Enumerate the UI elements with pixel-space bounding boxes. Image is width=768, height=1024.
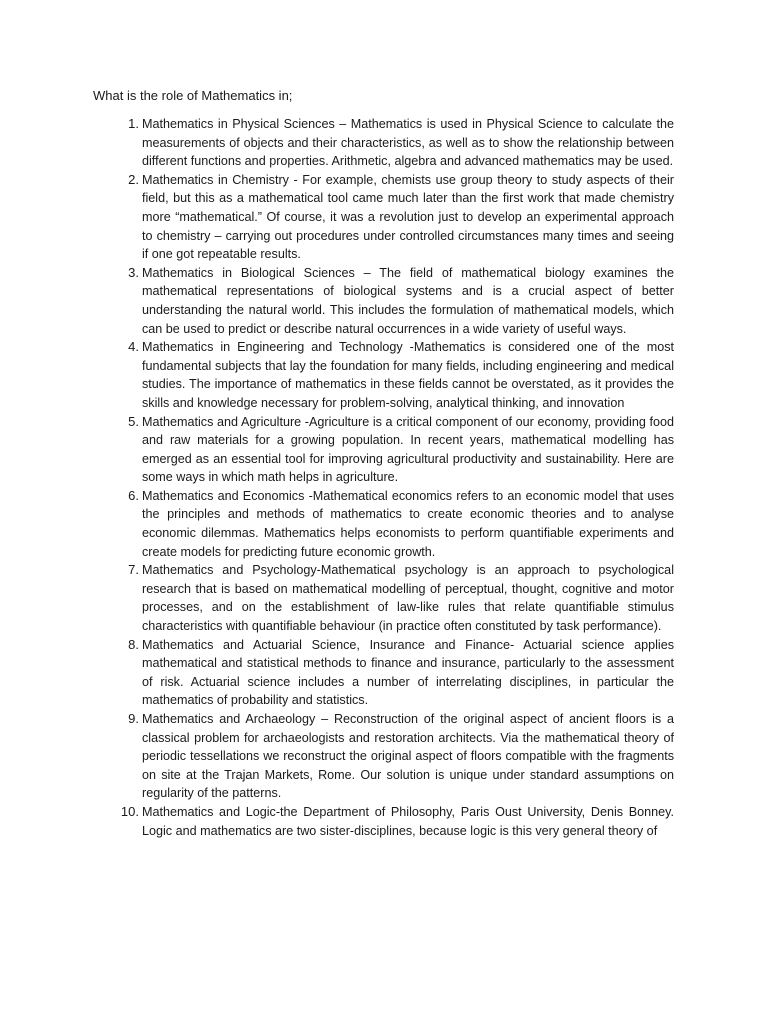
list-item — [93, 171, 674, 264]
list-item — [93, 413, 674, 487]
list-item-text: Mathematics and Actuarial Science, Insurance and Finance- Actuarial science applies mathematical and statistical methods to finance and insurance, particularly to the assessment of risk. Actuarial science includes a number of interrelating disciplines, in particular the mathematics of probability and statistics. — [142, 637, 674, 708]
list-item-text: Mathematics in Physical Sciences – Mathematics is used in Physical Science to calculate the measurements of objects and their characteristics, as well as to show the relationship between different functions and properties. Arithmetic, algebra and advanced mathematics may be used. — [142, 117, 674, 169]
list-item-text: Mathematics in Biological Sciences – The field of mathematical biology examines the mathematical representations of biological systems and is a crucial aspect of better understanding the natural world. This includes the formulation of mathematical models, which can be used to predict or describe natural occurrences in a wide variety of useful ways. — [142, 265, 674, 336]
list-item — [93, 338, 674, 412]
list-item-number: 3. — [128, 264, 139, 280]
list-item-text: Mathematics and Psychology-Mathematical psychology is an approach to psychological research that is based on mathematical modelling of perceptual, thought, cognitive and motor processes, and on the establishment of law-like rules that relate quantifiable stimulus characteristics with quantifiable behaviour (in practice often constituted by task performance). — [142, 563, 674, 634]
list-item-number: 6. — [128, 487, 139, 503]
list-item — [93, 803, 674, 840]
list-item-text: Mathematics and Agriculture -Agriculture is a critical component of our economy, providing food and raw materials for a growing population. In recent years, mathematical modelling has emerged as an essential tool for improving agricultural productivity and sustainability. Here are some ways in which math helps in agriculture. — [142, 414, 674, 485]
list-item — [93, 636, 674, 710]
list-item-number: 9. — [128, 711, 139, 726]
list-item-number: 8. — [128, 636, 139, 652]
list-item-text: Mathematics in Engineering and Technology -Mathematics is considered one of the most fundamental subjects that lay the foundation for many fields, including engineering and medical studies. The importance of mathematics in these fields cannot be overstated, as it provides the skills and knowledge necessary for problem-solving, analytical thinking, and innovation — [142, 340, 674, 410]
list-item-number: 7. — [128, 562, 139, 578]
list-item-text: Mathematics in Chemistry - For example, chemists use group theory to study aspects of their field, but this as a mathematical tool came much later than the first work that made chemistry more “mathematical.” Of course, it was a revolution just to develop an experimental approach to chemistry – carrying out procedures under controlled circumstances many times and seeing if one got repeatable results. — [142, 172, 674, 262]
list-item-number: 1. — [128, 116, 139, 131]
list-item — [93, 264, 674, 338]
list-item — [93, 561, 674, 635]
list-item-number: 4. — [128, 339, 139, 355]
list-item — [93, 115, 674, 171]
list-item-number: 5. — [128, 413, 139, 429]
list-item — [93, 710, 674, 803]
list-item-text: Mathematics and Economics -Mathematical economics refers to an economic model that uses the principles and methods of mathematics to create economic theories and to analyse economic dilemmas. Mathematics helps economists to perform quantifiable experiments and create models for predicting future economic growth. — [142, 488, 674, 559]
question-heading: What is the role of Mathematics in; — [93, 88, 293, 103]
numbered-list — [93, 115, 674, 840]
list-item-number: 2. — [128, 171, 139, 187]
list-item-text: Mathematics and Archaeology – Reconstruction of the original aspect of ancient floors is a classical problem for archaeologists and restoration architects. Via the mathematical theory of periodic tessellations we reconstruct the original aspect of floors compatible with the fragments on site at the Trajan Markets, Rome. Our solution is unique under standard assumptions on regularity of the patterns. — [142, 712, 674, 801]
list-item-number: 10. — [120, 803, 139, 819]
list-item — [93, 487, 674, 561]
list-item-text: Mathematics and Logic-the Department of Philosophy, Paris Oust University, Denis Bonney. Logic and mathematics are two sister-disciplines, because logic is this very general theory of — [142, 804, 674, 838]
